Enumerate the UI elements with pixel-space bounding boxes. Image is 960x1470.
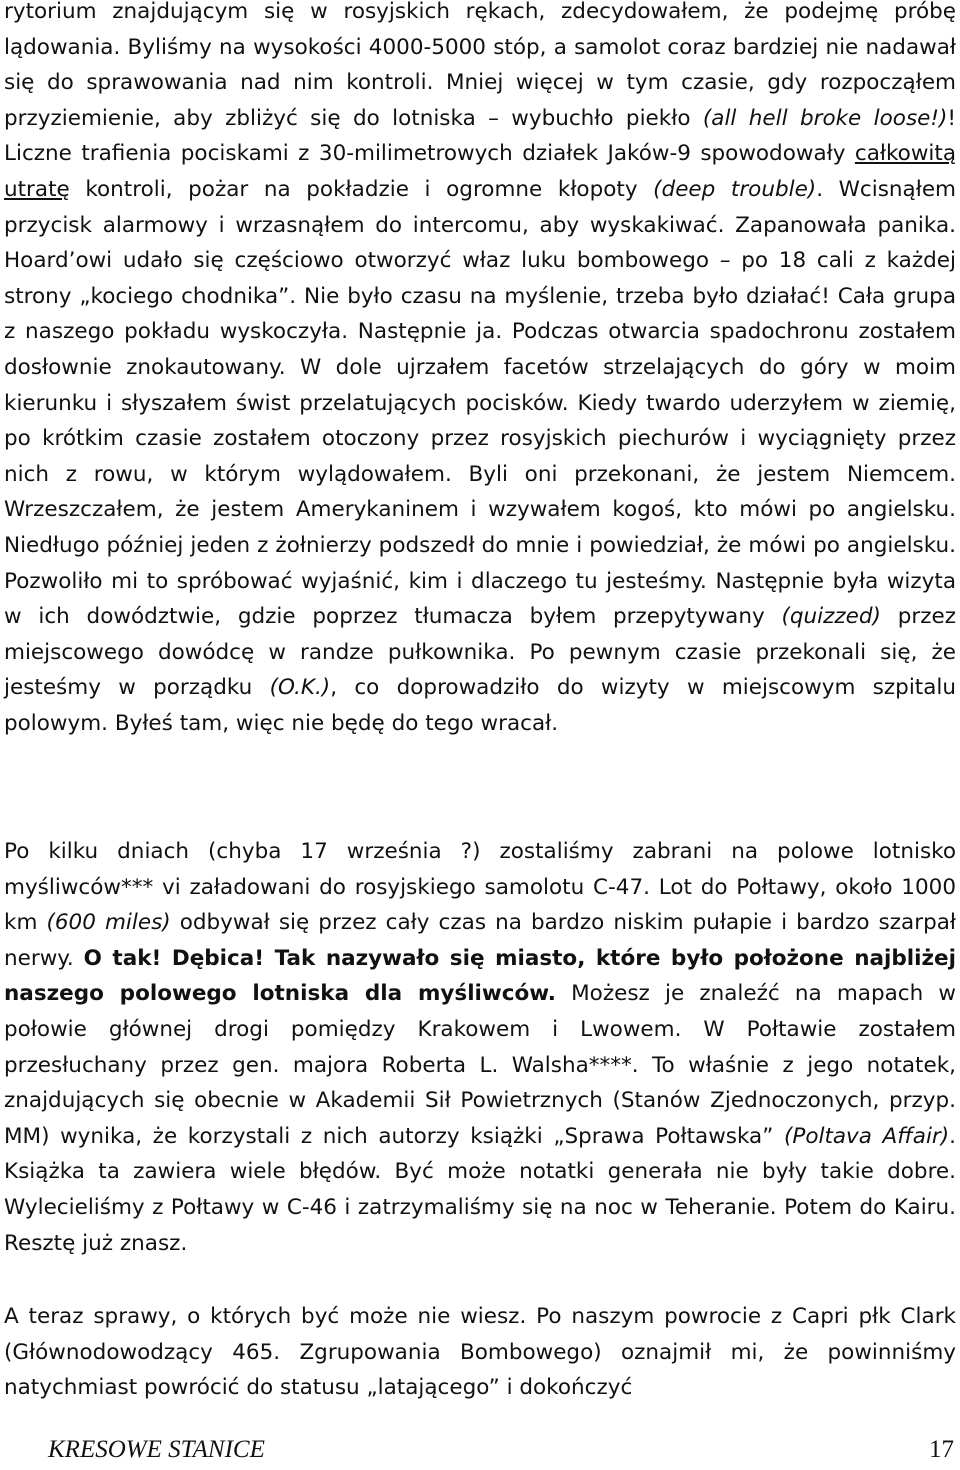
paragraph-2-bold-debica: O tak! Dębica! Tak nazywało się miasto, które było położone najbliżej naszego polowego lotniska dla myśliwców. [4,945,956,1007]
paragraph-2-text-1: Po kilku dniach (chyba 17 września ?) zostaliśmy zabrani na polowe lotnisko myśliwców*** vi załadowani do rosyjskiego samolotu C-47. Lot do Połtawy, około 1000 km [4,839,956,936]
body-paragraph-2 [4,834,956,1261]
paragraph-1-text-6: , co doprowadziło do wizyty w miejscowym szpitalu polowym. Byłeś tam, więc nie będę do tego wracał. [4,675,956,736]
paragraph-2-text-2: odbywał się przez cały czas na bardzo niskim pułapie i bardzo szarpał nerwy. [4,910,956,971]
paragraph-1-italic-hell-broke-loose: (all hell broke loose!) [702,105,948,131]
footer-page-number: 17 [929,1436,954,1463]
paragraph-1-italic-deep-trouble: (deep trouble) [653,176,817,202]
paragraph-2-text-3: Możesz je znaleźć na mapach w połowie głównej drogi pomiędzy Krakowem i Lwowem. W Połtawie zostałem przesłuchany przez gen. majora Roberta L. Walsha****. To właśnie z jego notatek, znajdujących się obecnie w Akademii Sił Powietrznych (Stanów Zjednoczonych, przyp. MM) wynika, że korzystali z nich autorzy książki „Sprawa Połtawska” [4,981,956,1149]
paragraph-1-text-1: rytorium znajdującym się w rosyjskich rękach, zdecydowałem, że podejmę próbę lądowania. Byliśmy na wysokości 4000-5000 stóp, a samolot coraz bardziej nie nadawał się do sprawowania nad nim kontroli. Mniej więcej w tym czasie, gdy rozpocząłem przyziemienie, aby zbliżyć się do lotniska – wybuchło piekło [4,0,956,131]
footer-publication-title: KRESOWE STANICE [48,1436,265,1463]
paragraph-1-text-4: . Wcisnąłem przycisk alarmowy i wrzasnąłem do intercomu, aby wyskakiwać. Zapanowała panika. Hoard’owi udało się częściowo otworzyć właz luku bombowego – po 18 cali z każdej strony „kociego chodnika”. Nie było czasu na myślenie, trzeba było działać! Cała grupa z naszego pokładu wyskoczyła. Następnie ja. Podczas otwarcia spadochronu zostałem dosłownie znokautowany. W dole ujrzałem facetów strzelających do góry w moim kierunku i słyszałem świst przelatujących pocisków. Kiedy twardo uderzyłem w ziemię, po krótkim czasie zostałem otoczony przez rosyjskich piechurów i wyciągnięty przez nich z rowu, w którym wylądowałem. Byli oni przekonani, że jestem Niemcem. Wrzeszczałem, że jestem Amerykaninem i wzywałem kogoś, kto mówi po angielsku. Niedługo później jeden z żołnierzy podszedł do mnie i powiedział, że mówi po angielsku. Pozwoliło mi to spróbować wyjaśnić, kim i dlaczego tu jesteśmy. Następnie była wizyta w ich dowództwie, gdzie poprzez tłumacza byłem przepytywany [4,176,956,630]
body-paragraph-3 [4,1299,956,1406]
paragraph-1-text-2: ! Liczne trafienia pociskami z 30-milimetrowych działek Jaków-9 spowodowały [4,105,957,167]
paragraph-2-italic-poltava-affair: (Poltava Affair) [783,1123,950,1149]
paragraph-1-text-5: przez miejscowego dowódcę w randze pułkownika. Po pewnym czasie przekonali się, że jesteśmy w porządku [4,604,956,701]
paragraph-1-italic-quizzed: (quizzed) [781,604,881,630]
paragraph-1-text-3: kontroli, pożar na pokładzie i ogromne kłopoty [69,176,654,202]
paragraph-2-text-4: . Książka ta zawiera wiele błędów. Być może notatki generała nie były takie dobre. Wylecieliśmy z Połtawy w C-46 i zatrzymaliśmy się na noc w Teheranie. Potem do Kairu. Resztę już znasz. [4,1123,956,1256]
paragraph-2-italic-600-miles: (600 miles) [46,910,171,936]
paragraph-1-underlined-phrase: całkowitą utratę [4,141,956,202]
paragraph-3-text: A teraz sprawy, o których być może nie wiesz. Po naszym powrocie z Capri płk Clark (Głównodowodzący 465. Zgrupowania Bombowego) oznajmił mi, że powinniśmy natychmiast powrócić do statusu „latającego” i dokończyć [4,1304,956,1401]
paragraph-1-italic-ok: (O.K.) [269,675,331,701]
body-paragraph-1 [4,0,956,741]
